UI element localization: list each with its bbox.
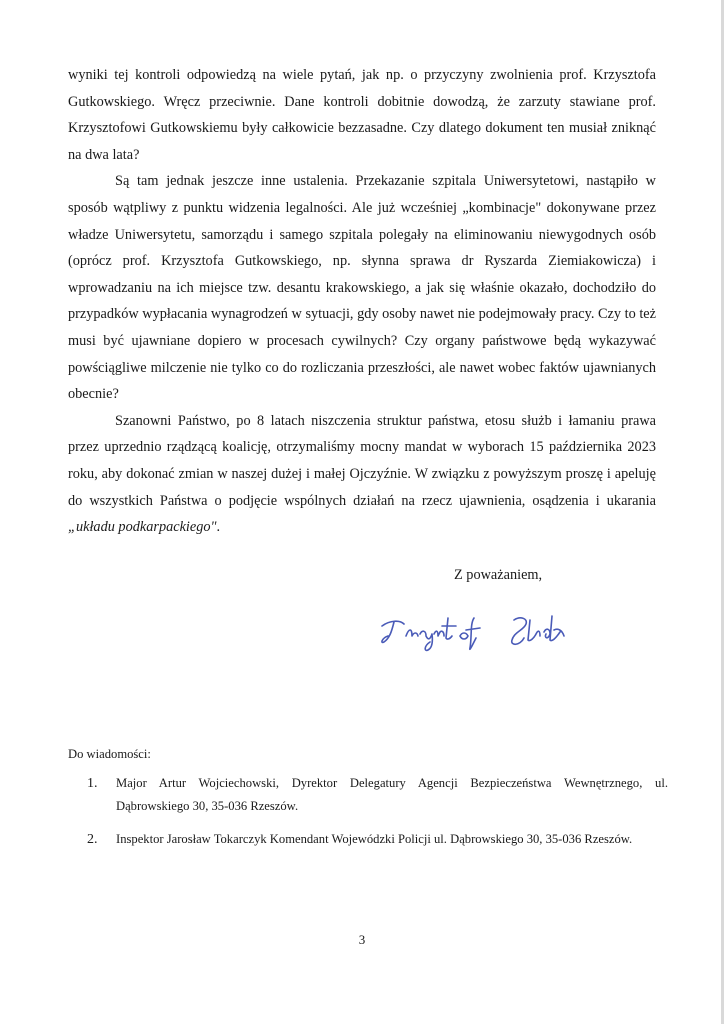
handwritten-signature [376,606,596,654]
cc-item [68,828,668,851]
cc-item-text: Inspektor Jarosław Tokarczyk Komendant Wojewódzki Policji ul. Dąbrowskiego 30, 35-036 Rzeszów. [116,832,633,846]
page-number: 3 [358,932,366,947]
cc-list [68,772,668,851]
cc-item [68,772,668,818]
paragraph-1: wyniki tej kontroli odpowiedzą na wiele pytań, jak np. o przyczyny zwolnienia prof. Krzysztofa Gutkowskiego. Wręcz przeciwnie. Dane kontroli dobitnie dowodzą, że zarzuty stawiane prof. Krzysztofowi Gutkowskiemu były całkowicie bezzasadne. Czy dlatego dokument ten musiał zniknąć na dwa lata? [68,67,656,163]
final-period: . [216,519,221,536]
carbon-copy-section [68,743,668,861]
cc-item-text: Major Artur Wojciechowski, Dyrektor Delegatury Agencji Bezpieczeństwa Wewnętrznego, ul. Dąbrowskiego 30, 35-036 Rzeszów. [116,776,668,813]
cc-item-number: 2. [87,832,98,847]
closing-salutation: Z poważaniem, [454,567,543,583]
letter-body [68,62,656,541]
cc-item-number: 1. [87,776,98,791]
emphasis-phrase: „układu podkarpackiego" [68,519,217,536]
paragraph-3-text: Szanowni Państwo, po 8 latach niszczenia struktur państwa, etosu służb i łamaniu prawa przez uprzednio rządzącą koalicję, otrzymaliśmy mocny mandat w wyborach 15 października 2023 roku, aby dokonać zmian w naszej dużej i małej Ojczyźnie. W związku z powyższym proszę i apeluję do wszystkich Państwa o podjęcie wspólnych działań na rzecz ujawnienia, osądzenia i ukarania [68,412,656,509]
paragraph-2: Są tam jednak jeszcze inne ustalenia. Przekazanie szpitala Uniwersytetowi, nastąpiło w sposób wątpliwy z punktu widzenia legalności. Ale już wcześniej „kombinacje" dokonywane przez władze Uniwersytetu, samorządu i samego szpitala polegały na eliminowaniu niewygodnych osób (oprócz prof. Krzysztofa Gutkowskiego, np. słynna sprawa dr Ryszarda Ziemiakowicza) i wprowadzaniu na ich miejsce tzw. desantu krakowskiego, a jak się właśnie okazało, dochodziło do przypadków wypłacania wynagrodzeń w sytuacji, gdy osoby nawet nie podejmowały pracy. Czy to też musi być ujawniane dopiero w procesach cywilnych? Czy organy państwowe będą wykazywać powściągliwe milczenie nie tylko co do rozliczania przeszłości, ale nawet wobec faktów ujawnianych obecnie? [68,173,656,403]
cc-label: Do wiadomości: [68,747,151,761]
paragraph-3 [68,408,656,541]
